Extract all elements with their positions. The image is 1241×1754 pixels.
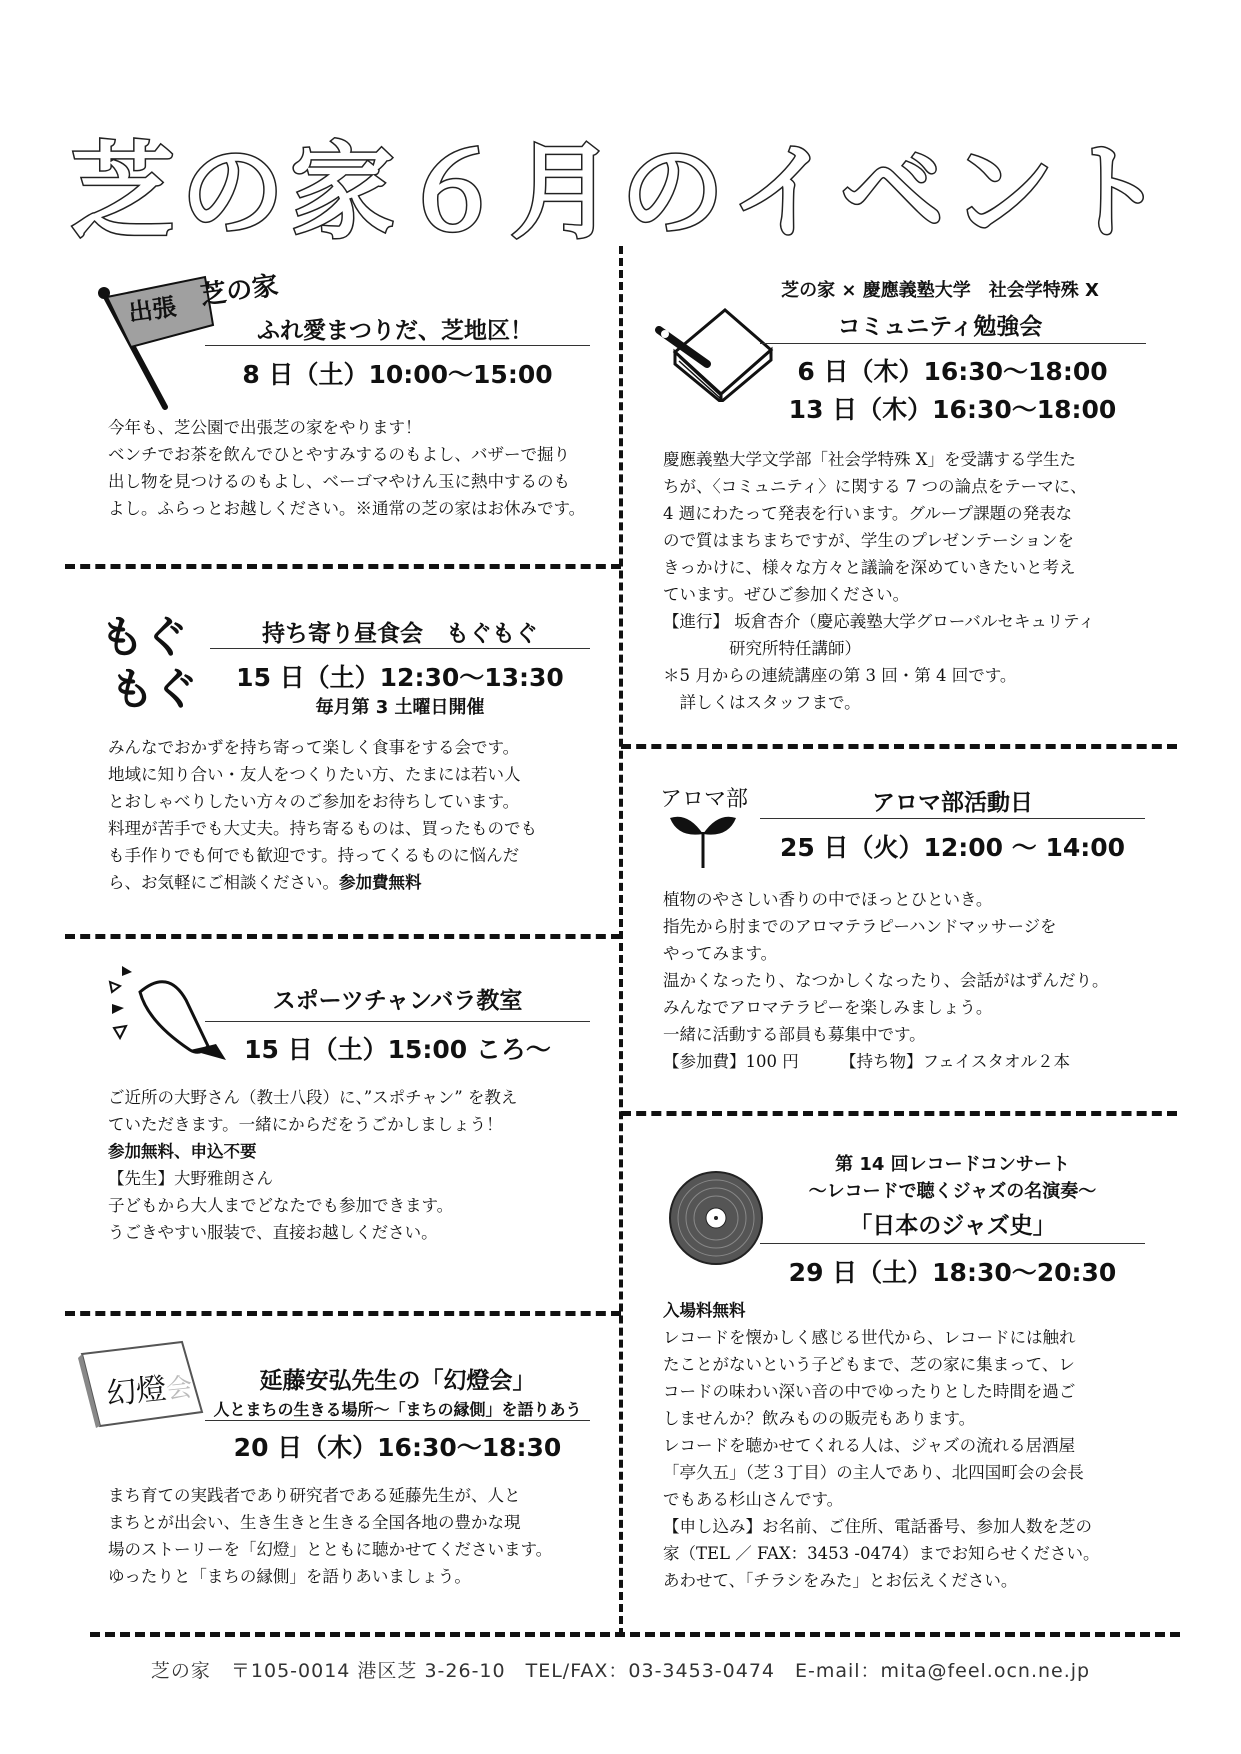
event-date: 20 日（木）16:30〜18:30: [233, 1433, 562, 1462]
footer-contact: 芝の家 〒105-0014 港区芝 3-26-10 TEL/FAX：03-3453-0474 E-mail：mita@feel.ocn.ne.jp: [150, 1660, 1091, 1682]
event-date: 29 日（土）18:30〜20:30: [788, 1258, 1117, 1287]
event-date-1: 6 日（木）16:30〜18:00: [797, 357, 1108, 386]
title-rule: [760, 1243, 1145, 1244]
event-title: スポーツチャンバラ教室: [272, 988, 523, 1014]
event-body: 慶應義塾大学文学部「社会学特殊 X」を受講する学生た ちが、〈コミュニティ〉に関する 7 つの論点をテーマに、 4 週にわたって発表を行います。グループ課題の発表な ので質はまちまちですが、学生のプレゼンテーションを きっかけに、様々な方々と議論を深めていきたいと考え ています。ぜひご参加ください。 【進行】 坂倉杏介（慶応義塾大学グローバルセキュリティ 研究所特任講師） ＊5 月からの連続講座の第 3 回・第 4 回です。 詳しくはスタッフまで。: [663, 450, 1095, 712]
book-icon-label: 幻燈会: [104, 1371, 194, 1413]
title-rule: [760, 818, 1145, 819]
divider-left-3: [65, 1311, 621, 1316]
record-icon: [668, 1170, 764, 1266]
event-title: 持ち寄り昼食会 もぐもぐ: [262, 621, 538, 647]
event-body: ご近所の大野さん（教士八段）に、”スポチャン” を教え ていただきます。一緒にからだをうごかしましょう！ 参加無料、申込不要 【先生】大野雅朗さん 子どもから大人までどなたでも参加できます。 うごきやすい服装で、直接お越しください。: [108, 1088, 518, 1242]
event-title: コミュニティ勉強会: [837, 314, 1043, 340]
event-date-2: 13 日（木）16:30〜18:00: [788, 395, 1117, 424]
event-title: 延藤安弘先生の「幻燈会」: [259, 1368, 536, 1394]
mogumogu-icon: もぐ もぐ: [100, 612, 198, 715]
event-title: アロマ部活動日: [872, 790, 1033, 816]
title-rule: [210, 648, 590, 649]
event-heading-2: 〜レコードで聴くジャズの名演奏〜: [808, 1181, 1097, 1202]
event-title: 「日本のジャズ史」: [849, 1213, 1056, 1239]
event-body: みんなでおかずを持ち寄って楽しく食事をする会です。 地域に知り合い・友人をつくりたい方、たまには若い人 とおしゃべりしたい方々のご参加をお待ちしています。 料理が苦手でも大丈夫。持ち寄るものは、買ったものでも も手作りでも何でも歓迎です。持ってくるものに悩んだ ら、お気軽にご相談ください。参加費無料: [108, 738, 537, 892]
divider-bottom: [90, 1632, 1180, 1637]
title-rule: [205, 1420, 590, 1421]
aroma-club-label: アロマ部: [660, 787, 749, 812]
divider-left-2: [65, 934, 621, 939]
badge-label-tail: 芝の家: [198, 270, 281, 312]
page-title: 芝の家６月のイベント: [70, 131, 1171, 253]
event-date: 8 日（土）10:00〜15:00: [242, 360, 553, 389]
event-body: 植物のやさしい香りの中でほっとひといき。 指先から肘までのアロマテラピーハンドマッサージを やってみます。 温かくなったり、なつかしくなったり、会話がはずんだり。 みんなでアロマテラピーを楽しみましょう。 一緒に活動する部員も募集中です。 【参加費】100 円 【持ち物】フェイスタオル２本: [663, 890, 1109, 1071]
center-divider: [619, 246, 623, 1636]
event-date: 15 日（土）12:30〜13:30: [236, 663, 564, 692]
event-body: 入場料無料 レコードを懐かしく感じる世代から、レコードには触れ たことがないという子どもまで、芝の家に集まって、レ コードの味わい深い音の中でゆったりとした時間を過ご しませんか？飲みものの販売もあります。 レコードを聴かせてくれる人は、ジャズの流れる居酒屋 「亭久五」（芝３丁目）の主人であり、北四国町会の会長 でもある杉山さんです。 【申し込み】お名前、ご住所、電話番号、参加人数を芝の 家（TEL ／ FAX：3453 -0474）までお知らせください。 あわせて、「チラシをみた」とお伝えください。: [663, 1301, 1100, 1590]
event-date: 25 日（火）12:00 〜 14:00: [779, 833, 1126, 862]
badge-label: 出張: [126, 292, 179, 328]
event-heading-1: 第 14 回レコードコンサート: [835, 1154, 1070, 1175]
event-body: まち育ての実践者であり研究者である延藤先生が、人と まちとが出会い、生き生きと生きる全国各地の豊かな現 場のストーリーを「幻燈」とともに聴かせてくださいます。 ゆったりと「まちの縁側」を語りあいましょう。: [108, 1486, 553, 1586]
title-rule: [205, 345, 590, 346]
sprout-icon: [668, 810, 738, 870]
title-rule: [760, 343, 1146, 344]
event-subtitle: 毎月第 3 土曜日開催: [315, 697, 485, 718]
event-heading: 芝の家 × 慶應義塾大学 社会学特殊 X: [781, 280, 1099, 301]
flag-icon: [95, 255, 215, 415]
divider-right-2: [621, 1111, 1177, 1116]
event-subtitle: 人とまちの生きる場所〜「まちの縁側」を語りあう: [213, 1400, 582, 1419]
divider-right-1: [621, 744, 1177, 749]
event-title: ふれ愛まつりだ、芝地区！: [257, 318, 533, 344]
notebook-pen-icon: [655, 302, 775, 402]
event-date: 15 日（土）15:00 ころ〜: [244, 1035, 551, 1064]
event-body: 今年も、芝公園で出張芝の家をやります！ ベンチでお茶を飲んでひとやすみするのもよし、バザーで掘り 出し物を見つけるのもよし、ベーゴマやけん玉に熱中するのも よし。ふらっとお越しください。※通常の芝の家はお休みです。: [108, 418, 586, 518]
title-rule: [205, 1021, 590, 1022]
divider-left-1: [65, 564, 621, 569]
